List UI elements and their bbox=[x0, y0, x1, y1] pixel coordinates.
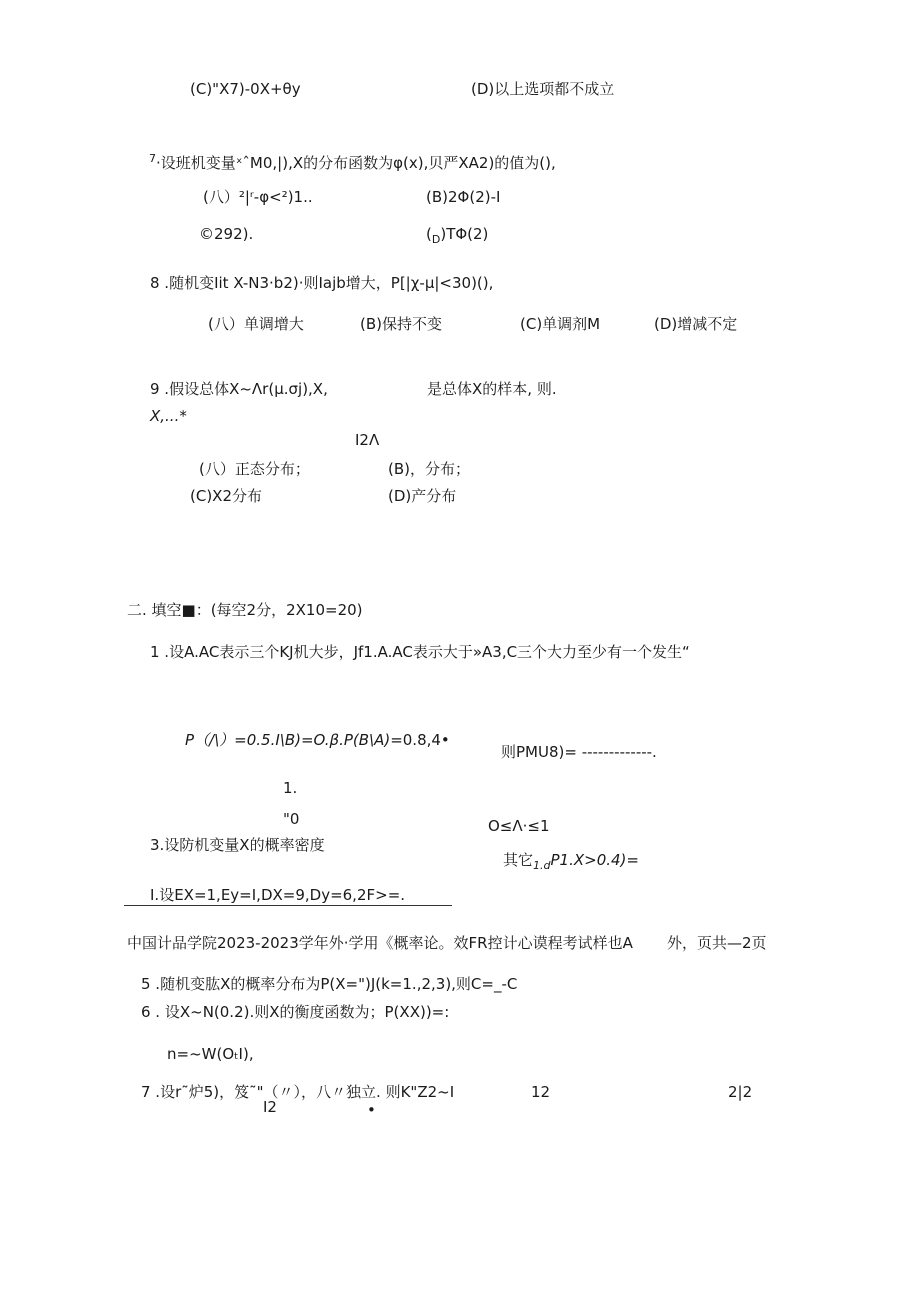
q7-option-d-prefix: ( bbox=[426, 225, 432, 243]
q6-option-c: (C)"X7)-0X+θy bbox=[190, 80, 301, 98]
q7-number: 7 bbox=[149, 152, 156, 165]
fill-5-text: 5 .随机变肱X的概率分布为P(X=")J(k=1.,2,3),则C=_-C bbox=[141, 975, 518, 993]
q9-stem-right: 是总体X的样本, 则. bbox=[427, 380, 557, 398]
fill-2-answer-line: 则PMU8)= -------------. bbox=[501, 743, 657, 761]
fill-7-dot: • bbox=[367, 1101, 376, 1119]
fill-3-other-tail: P1.X>0.4)= bbox=[550, 851, 639, 869]
footer-text-left: 中国计品学院2023-2023学年外·学用《概率论。效FR控计心谟程考试样也A bbox=[127, 934, 633, 952]
q8-option-a: (八）单调增大 bbox=[208, 315, 304, 333]
q8-option-d: (D)增减不定 bbox=[654, 315, 738, 333]
q7-option-c: ©292). bbox=[199, 225, 254, 243]
q9-option-b: (B)，分布； bbox=[388, 460, 470, 478]
q8-stem: 8 .随机变Iit X-N3·b2)·则Iajb增大，P[|χ-μ|<30)(), bbox=[150, 274, 494, 292]
fill-2-given bbox=[185, 731, 450, 749]
fill-2-given-formula: P（/\）=0.5.I\B)=O.β.P(B\A)= bbox=[185, 731, 403, 749]
q7-stem bbox=[149, 152, 556, 172]
q6-option-d: (D)以上选项都不成立 bbox=[471, 80, 615, 98]
fill-3-stem: 3.设防机变量X的概率密度 bbox=[150, 836, 325, 854]
fill-3-range: O≤Λ·≤1 bbox=[488, 817, 550, 835]
q7-option-d bbox=[426, 225, 488, 246]
section-2-title: 二. 填空■：(每空2分，2X10=20) bbox=[127, 601, 363, 619]
q9-sample-list: X,...* bbox=[150, 407, 187, 425]
q7-stem-text: ·设班机变量ˣˆM0,|),X的分布函数为φ(x),贝严XA2)的值为(), bbox=[156, 154, 556, 172]
q9-option-d: (D)产分布 bbox=[388, 487, 457, 505]
fill-6-text: 6 . 设X~N(0.2).则X的衡度函数为；P(XX))=: bbox=[141, 1003, 450, 1021]
q7-option-d-sub: D bbox=[431, 233, 441, 246]
q7-option-a: (八）²|ʳ-φ<²)1.. bbox=[203, 188, 313, 206]
fill-1-stem: 1 .设A.AC表示三个KJ机大步，Jf1.A.AC表示大于»A3,C三个大力至少有一个发生“ bbox=[150, 643, 690, 661]
fill-7-mid: 12 bbox=[531, 1083, 551, 1101]
q9-option-c: (C)X2分布 bbox=[190, 487, 262, 505]
fill-3-other-sub: 1.d bbox=[533, 859, 551, 872]
fill-7-text: 7 .设r˜炉5)，笈˜"（〃），八〃独立. 则K"Z2~I bbox=[141, 1083, 455, 1101]
fill-3-piece-one: 1. bbox=[283, 779, 298, 797]
q9-stem: 9 .假设总体X~Λr(μ.σj),X, bbox=[150, 380, 328, 398]
q9-option-a: (八）正态分布； bbox=[199, 460, 310, 478]
q8-option-c: (C)单调剂M bbox=[520, 315, 601, 333]
fill-2-given-tail: 0.8,4• bbox=[402, 731, 450, 749]
fill-3-piece-zero: "0 bbox=[283, 810, 300, 828]
fill-7-under: I2 bbox=[263, 1098, 277, 1116]
q9-fraction-label: I2Λ bbox=[355, 431, 380, 449]
fill-4-text: I.设EX=1,Ey=I,DX=9,Dy=6,2F>=. bbox=[150, 886, 406, 904]
fill-3-other-prefix: 其它 bbox=[503, 851, 534, 869]
fill-6-continued: n=~W(OₜI), bbox=[167, 1045, 254, 1063]
fill-3-other bbox=[503, 851, 639, 872]
q8-option-b: (B)保持不变 bbox=[360, 315, 442, 333]
q7-option-d-rest: )TΦ(2) bbox=[440, 225, 489, 243]
fill-7-right: 2|2 bbox=[728, 1083, 753, 1101]
footer-divider bbox=[124, 905, 452, 906]
q7-option-b: (B)2Φ(2)-I bbox=[426, 188, 501, 206]
footer-text-right: 外，页共—2页 bbox=[667, 934, 767, 952]
